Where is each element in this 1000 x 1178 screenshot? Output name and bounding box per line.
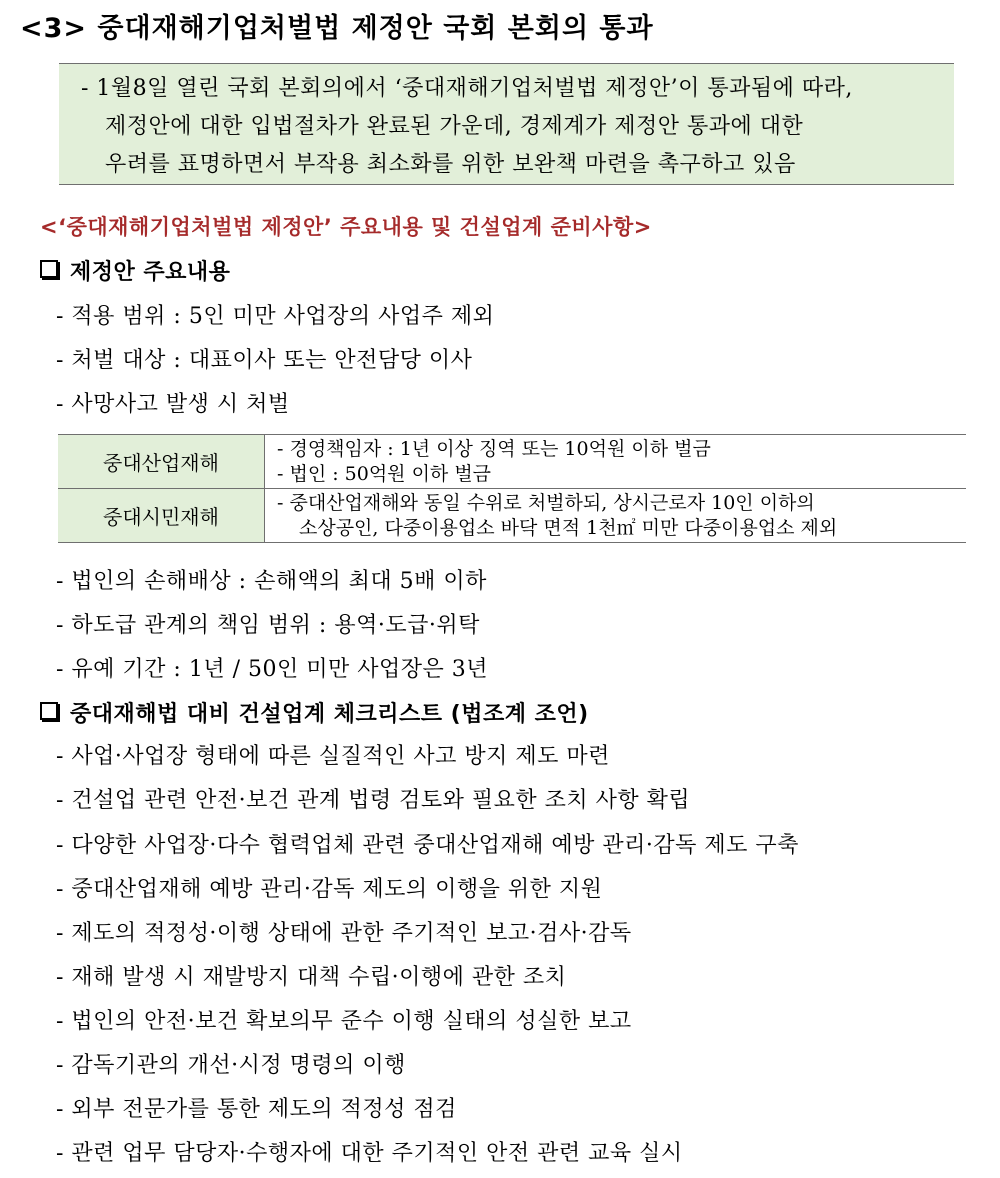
list-item: - 하도급 관계의 책임 범위 : 용역·도급·위탁: [56, 613, 480, 638]
summary-line: 제정안에 대한 입법절차가 완료된 가운데, 경제계가 제정안 통과에 대한: [105, 114, 804, 139]
list-item: - 법인의 손해배상 : 손해액의 최대 5배 이하: [56, 569, 487, 594]
checkbox-square-icon: [40, 260, 58, 278]
table-desc-line: - 중대산업재해와 동일 수위로 처벌하되, 상시근로자 10인 이하의: [277, 491, 815, 514]
list-item: - 감독기관의 개선·시정 명령의 이행: [56, 1053, 406, 1078]
summary-line: - 1월8일 열린 국회 본회의에서 ‘중대재해기업처벌법 제정안’이 통과됨에 따라,: [81, 76, 853, 101]
table-desc-line: 소상공인, 다중이용업소 바닥 면적 1천㎡ 미만 다중이용업소 제외: [299, 516, 838, 539]
list-item: - 처벌 대상 : 대표이사 또는 안전담당 이사: [56, 348, 473, 373]
list-item: - 적용 범위 : 5인 미만 사업장의 사업주 제외: [56, 304, 495, 329]
list-item: - 중대산업재해 예방 관리·감독 제도의 이행을 위한 지원: [56, 877, 603, 902]
list-item: - 법인의 안전·보건 확보의무 준수 이행 실태의 성실한 보고: [56, 1009, 632, 1034]
list-item: - 관련 업무 담당자·수행자에 대한 주기적인 안전 관련 교육 실시: [56, 1141, 683, 1166]
table-row: [58, 435, 966, 489]
section-title: 중대재해법 대비 건설업계 체크리스트 (법조계 조언): [70, 702, 589, 727]
list-item: - 재해 발생 시 재발방지 대책 수립·이행에 관한 조치: [56, 965, 567, 990]
list-item: - 사업·사업장 형태에 따른 실질적인 사고 방지 제도 마련: [56, 744, 610, 769]
page-title: <3> 중대재해기업처벌법 제정안 국회 본회의 통과: [20, 13, 654, 44]
subheading: <‘중대재해기업처벌법 제정안’ 주요내용 및 건설업계 준비사항>: [40, 215, 652, 239]
table-desc-line: - 경영책임자 : 1년 이상 징역 또는 10억원 이하 벌금: [277, 437, 711, 460]
penalty-table: [58, 434, 966, 543]
section-title: 제정안 주요내용: [70, 260, 231, 285]
list-item: - 외부 전문가를 통한 제도의 적정성 점검: [56, 1097, 457, 1122]
list-item: - 다양한 사업장·다수 협력업체 관련 중대산업재해 예방 관리·감독 제도 구축: [56, 833, 799, 858]
section-heading-main-contents: [40, 255, 230, 286]
summary-line: 우려를 표명하면서 부작용 최소화를 위한 보완책 마련을 촉구하고 있음: [105, 152, 796, 177]
table-desc-cell: [265, 435, 967, 489]
table-desc-line: - 법인 : 50억원 이하 벌금: [277, 462, 492, 485]
list-item: - 사망사고 발생 시 처벌: [56, 392, 290, 417]
table-label-cell: 중대산업재해: [58, 435, 265, 489]
table-row: [58, 489, 966, 543]
section-heading-checklist: [40, 697, 589, 728]
summary-box: [59, 63, 954, 185]
checkbox-square-icon: [40, 702, 58, 720]
list-item: - 제도의 적정성·이행 상태에 관한 주기적인 보고·검사·감독: [56, 921, 632, 946]
list-item: - 유예 기간 : 1년 / 50인 미만 사업장은 3년: [56, 657, 488, 682]
table-desc-cell: [265, 489, 967, 543]
table-label-cell: 중대시민재해: [58, 489, 265, 543]
list-item: - 건설업 관련 안전·보건 관계 법령 검토와 필요한 조치 사항 확립: [56, 788, 691, 813]
